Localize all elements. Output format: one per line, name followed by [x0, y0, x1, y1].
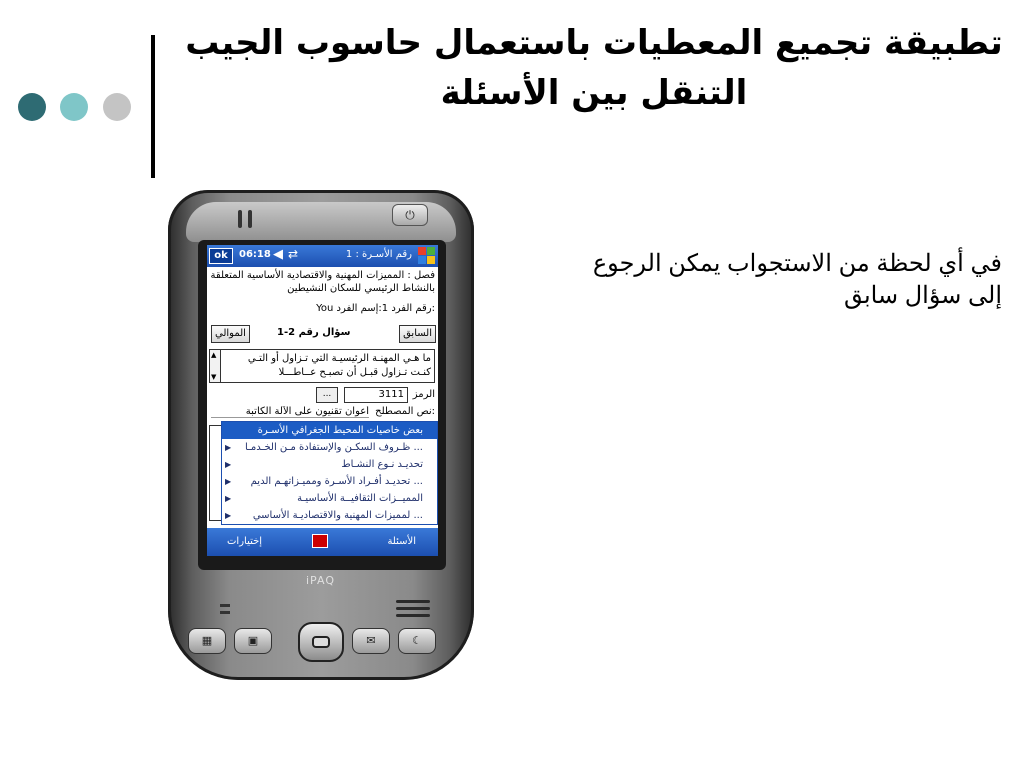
menu-item[interactable]: [222, 456, 437, 473]
dpad-select-button[interactable]: [312, 636, 330, 648]
contacts-key-icon[interactable]: ▣: [234, 628, 272, 654]
menu-item[interactable]: [222, 439, 437, 456]
person-label: :رقم الفرد 1:إسم الفرد: [336, 303, 435, 314]
top-slot-icon: [248, 210, 252, 228]
start-menu-icon[interactable]: [418, 247, 436, 265]
volume-icon[interactable]: ◀: [273, 247, 283, 262]
decor-dot-gray: [103, 93, 131, 121]
power-button[interactable]: ⏻: [392, 204, 428, 226]
menu-item[interactable]: [222, 507, 437, 524]
next-button[interactable]: الموالي: [211, 325, 250, 343]
person-line: [210, 303, 435, 314]
microphone-icon: [220, 604, 230, 607]
bottom-menu-bar: [207, 528, 438, 556]
hardware-keys: [188, 622, 454, 668]
code-label: الرمز: [412, 389, 435, 400]
top-slot-icon: [238, 210, 242, 228]
menu-item-label: ... تحديـد أفـراد الأسـرة ومميـزاتهـم الديم: [250, 476, 423, 487]
speaker-grille-icon: [396, 600, 430, 621]
menu-item-label: تحديـد نـوع النشـاط: [341, 459, 423, 470]
submenu-arrow-icon: ▶: [225, 511, 232, 520]
options-softkey[interactable]: إختيارات: [227, 536, 263, 547]
menu-item[interactable]: [222, 473, 437, 490]
slide-body-text: في أي لحظة من الاستجواب يمكن الرجوع إلى سؤال سابق: [592, 250, 1002, 309]
navigation-pad[interactable]: [298, 622, 344, 662]
device-screen: [207, 245, 438, 556]
household-number: رقم الأسـرة : 1: [345, 249, 412, 260]
slide-title: [184, 18, 1004, 118]
question-scrollbar[interactable]: [210, 350, 221, 382]
menu-item-label: المميــزات الثقافيــة الأساسيـة: [297, 493, 423, 504]
question-number: سؤال رقم 2-1: [277, 327, 351, 338]
chapter-label: فصل : المميزات المهنية والاقتصادية الأساسية المتعلقة بالنشاط الرئيسي للسكان النشيطين: [210, 270, 435, 294]
lookup-button[interactable]: ...: [316, 387, 338, 403]
code-row: [207, 387, 438, 405]
previous-button[interactable]: السابق: [399, 325, 436, 343]
scroll-down-icon[interactable]: ▼: [211, 373, 217, 381]
term-label: :نص المصطلح: [375, 406, 435, 417]
submenu-arrow-icon: ▶: [225, 443, 232, 452]
calendar-key-icon[interactable]: ▦: [188, 628, 226, 654]
question-nav: [207, 323, 438, 345]
decor-dot-dark: [18, 93, 46, 121]
microphone-icon: [220, 611, 230, 614]
questions-softkey[interactable]: الأسئلة: [387, 536, 416, 547]
slide-title-line-2: التنقل بين الأسئلة: [440, 73, 748, 113]
clock: 06:18: [239, 249, 271, 260]
menu-item-label: ... ظـروف السكـن والإستفادة مـن الخـدمـا: [244, 442, 423, 453]
keyboard-icon[interactable]: [312, 534, 328, 548]
term-value: أعوان تقنيون على الآلة الكاتبة: [211, 406, 369, 418]
pocket-pc-device: [168, 190, 474, 680]
ok-button[interactable]: ok: [209, 248, 233, 264]
menu-item-label: بعض خاصيات المحيط الجغرافي الأسـرة: [257, 425, 423, 436]
submenu-arrow-icon: ▶: [225, 477, 232, 486]
menu-item-label: ... لمميزات المهنية والاقتصاديـة الأساسي: [252, 510, 423, 521]
menu-item[interactable]: [222, 490, 437, 507]
questions-menu: [221, 421, 438, 525]
decor-dot-light: [60, 93, 88, 121]
menu-item[interactable]: [222, 422, 437, 439]
list-scrollbar[interactable]: [209, 425, 221, 521]
device-brand: iPAQ: [306, 574, 335, 587]
submenu-arrow-icon: ▶: [225, 494, 232, 503]
home-key-icon[interactable]: ☾: [398, 628, 436, 654]
code-input[interactable]: 3111: [344, 387, 408, 403]
sync-icon[interactable]: ⇄: [288, 247, 299, 261]
scroll-up-icon[interactable]: ▲: [211, 351, 217, 359]
submenu-arrow-icon: ▶: [225, 460, 232, 469]
title-divider: [151, 35, 155, 178]
question-box: [209, 349, 435, 383]
term-row: [209, 406, 435, 422]
question-text: ما هـي المهنـة الرئيسيـة التي تـزاول أو التـي كنـت تـزاول قبـل أن تصبـح عــاطـــلا: [247, 353, 431, 378]
mail-key-icon[interactable]: ✉: [352, 628, 390, 654]
person-name: You: [316, 303, 334, 314]
status-bar: [207, 245, 438, 267]
slide-title-line-1: تطبيقة تجميع المعطيات باستعمال حاسوب الجيب: [185, 23, 1003, 63]
